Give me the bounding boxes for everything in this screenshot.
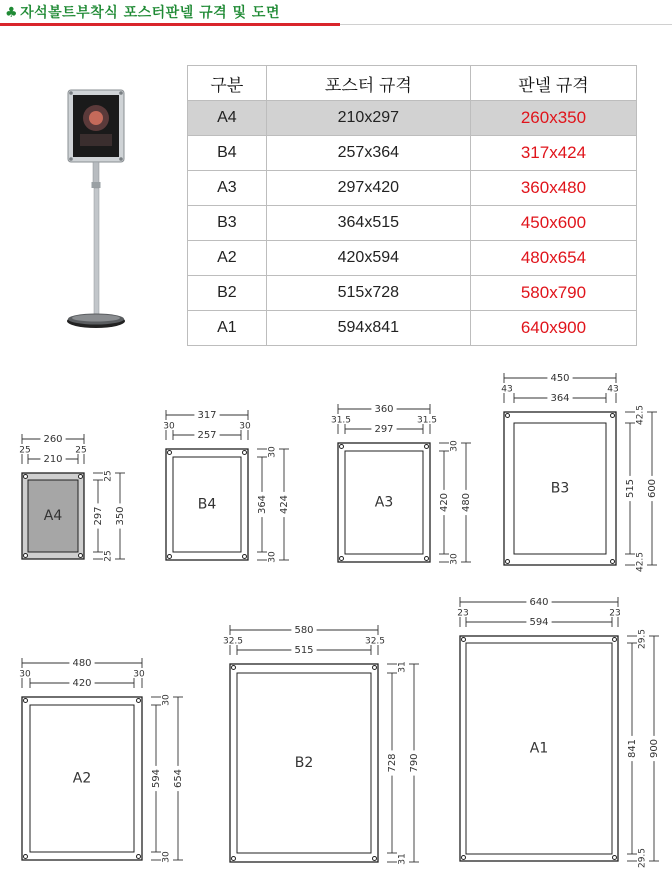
- row-poster: 364x515: [266, 206, 470, 241]
- dim-poster-width: 364: [550, 393, 570, 404]
- magnet-bolt: [425, 445, 429, 449]
- row-poster: 257x364: [266, 136, 470, 171]
- club-icon: ♣: [5, 5, 19, 21]
- drawing-size-label: A2: [72, 770, 92, 787]
- dim-margin-right: 30: [239, 421, 251, 432]
- dim-panel-width: 480: [72, 658, 92, 669]
- dim-margin-right: 43: [607, 384, 619, 395]
- magnet-bolt: [340, 445, 344, 449]
- magnet-bolt: [425, 557, 429, 561]
- magnet-bolt: [373, 857, 377, 861]
- drawing-b3: [501, 372, 658, 572]
- dim-panel-height: 480: [461, 492, 472, 513]
- dim-poster-width: 515: [294, 645, 314, 656]
- row-poster: 297x420: [266, 171, 470, 206]
- dim-margin-top: 30: [161, 694, 172, 706]
- row-size: A2: [188, 241, 267, 276]
- dim-margin-top: 42.5: [635, 404, 646, 426]
- row-size: A3: [188, 171, 267, 206]
- row-panel: 360x480: [470, 171, 636, 206]
- dim-poster-width: 297: [374, 424, 394, 435]
- dim-margin-top: 30: [449, 440, 460, 452]
- row-panel: 640x900: [470, 311, 636, 346]
- dim-margin-left: 43: [501, 384, 513, 395]
- magnet-bolt: [137, 855, 141, 859]
- dim-panel-height: 900: [649, 738, 660, 759]
- dim-panel-width: 580: [294, 625, 314, 636]
- header-panel-size: 판넬 규격: [470, 66, 636, 101]
- dim-margin-top: 29.5: [637, 628, 648, 650]
- dim-margin-left: 32.5: [222, 636, 244, 647]
- dim-panel-height: 350: [115, 506, 126, 526]
- dim-panel-width: 640: [529, 597, 549, 608]
- row-poster: 210x297: [266, 101, 470, 136]
- magnet-bolt: [24, 699, 28, 703]
- dim-poster-width: 210: [43, 454, 63, 465]
- magnet-bolt: [611, 560, 615, 564]
- dim-poster-height: 594: [151, 768, 162, 789]
- dim-panel-height: 654: [173, 768, 184, 789]
- drawing-size-label: B2: [294, 755, 314, 771]
- drawing-size-label: B3: [550, 480, 570, 497]
- drawing-a2: [19, 657, 184, 863]
- dim-margin-left: 25: [19, 445, 31, 456]
- row-panel: 260x350: [470, 101, 636, 136]
- row-size: B2: [188, 276, 267, 311]
- dim-poster-width: 257: [197, 430, 217, 441]
- row-poster: 594x841: [266, 311, 470, 346]
- dim-panel-height: 600: [647, 478, 658, 499]
- header-category: 구분: [188, 66, 267, 101]
- dim-panel-height: 424: [279, 494, 290, 515]
- row-size: A1: [188, 311, 267, 346]
- magnet-bolt: [168, 555, 172, 559]
- magnet-bolt: [168, 451, 172, 455]
- dim-panel-width: 317: [197, 410, 217, 421]
- drawing-a3: [331, 403, 472, 565]
- row-panel: 580x790: [470, 276, 636, 311]
- row-poster: 515x728: [266, 276, 470, 311]
- magnet-bolt: [340, 557, 344, 561]
- row-panel: 450x600: [470, 206, 636, 241]
- magnet-bolt: [462, 856, 466, 860]
- dim-margin-top: 30: [267, 446, 278, 458]
- dim-margin-left: 23: [457, 608, 469, 619]
- page-title: ♣ 자석볼트부착식 포스터판넬 규격 및 도면: [5, 5, 280, 21]
- dim-margin-right: 30: [133, 669, 145, 680]
- dim-margin-left: 30: [19, 669, 31, 680]
- header-poster-size: 포스터 규격: [266, 66, 470, 101]
- row-size: B4: [188, 136, 267, 171]
- dim-poster-height: 515: [625, 478, 636, 499]
- dim-panel-height: 790: [409, 753, 420, 773]
- dim-margin-bottom: 30: [449, 553, 460, 565]
- dim-poster-width: 420: [72, 678, 92, 689]
- magnet-bolt: [24, 855, 28, 859]
- magnet-bolt: [506, 560, 510, 564]
- dim-margin-left: 30: [163, 421, 175, 432]
- row-poster: 420x594: [266, 241, 470, 276]
- dim-margin-top: 31: [397, 661, 408, 673]
- dim-panel-width: 450: [550, 373, 570, 384]
- dim-margin-bottom: 29.5: [637, 847, 648, 869]
- dim-margin-bottom: 30: [267, 551, 278, 563]
- dim-margin-right: 32.5: [364, 636, 386, 647]
- row-panel: 317x424: [470, 136, 636, 171]
- drawing-size-label: A1: [529, 740, 549, 757]
- drawing-size-label: A3: [374, 494, 394, 511]
- magnet-bolt: [232, 666, 236, 670]
- magnet-bolt: [79, 554, 83, 558]
- magnet-bolt: [243, 555, 247, 559]
- dim-margin-left: 31.5: [330, 415, 352, 426]
- magnet-bolt: [462, 638, 466, 642]
- magnet-bolt: [506, 414, 510, 418]
- dim-poster-width: 594: [529, 617, 549, 628]
- dim-panel-width: 360: [374, 404, 394, 415]
- dim-panel-width: 260: [43, 434, 63, 445]
- magnet-bolt: [24, 475, 28, 479]
- dim-margin-bottom: 31: [397, 853, 408, 865]
- dim-margin-top: 25: [103, 470, 114, 482]
- drawing-size-label: A4: [43, 508, 63, 524]
- dim-margin-bottom: 30: [161, 851, 172, 863]
- magnet-bolt: [243, 451, 247, 455]
- row-size: B3: [188, 206, 267, 241]
- dim-margin-right: 31.5: [416, 415, 438, 426]
- dim-margin-bottom: 25: [103, 550, 114, 562]
- drawing-size-label: B4: [197, 496, 217, 513]
- magnet-bolt: [613, 856, 617, 860]
- dim-poster-height: 364: [257, 494, 268, 515]
- dim-poster-height: 728: [387, 753, 398, 773]
- magnet-bolt: [24, 554, 28, 558]
- drawing-a1: [457, 596, 660, 868]
- magnet-bolt: [137, 699, 141, 703]
- dim-poster-height: 841: [627, 738, 638, 759]
- magnet-bolt: [373, 666, 377, 670]
- row-panel: 480x654: [470, 241, 636, 276]
- magnet-bolt: [79, 475, 83, 479]
- magnet-bolt: [613, 638, 617, 642]
- row-size: A4: [188, 101, 267, 136]
- drawing-b2: [223, 624, 420, 865]
- drawing-b4: [163, 409, 290, 563]
- dim-poster-height: 297: [93, 506, 104, 526]
- dim-poster-height: 420: [439, 492, 450, 513]
- dim-margin-right: 25: [75, 445, 87, 456]
- dim-margin-right: 23: [609, 608, 621, 619]
- drawing-a4: [19, 433, 126, 562]
- dim-margin-bottom: 42.5: [635, 551, 646, 573]
- magnet-bolt: [611, 414, 615, 418]
- magnet-bolt: [232, 857, 236, 861]
